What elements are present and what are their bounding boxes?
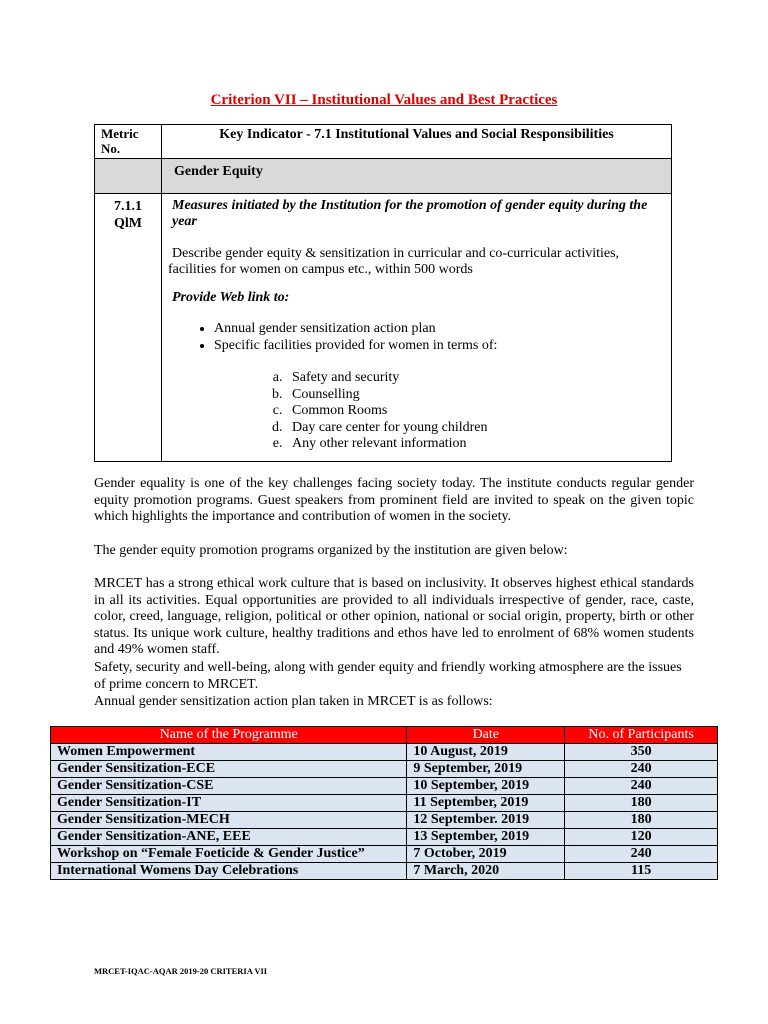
facility-item: d. Day care center for young children xyxy=(286,420,663,437)
metric-no-header: Metric No. xyxy=(95,125,162,159)
paragraph-work-culture: MRCET has a strong ethical work culture that is based on inclusivity. It observes highest ethical standards in all its activities. Equal opportunities are provided to all individuals irrespective of gender, race, caste, color, creed, language, religion, political or other opinion, national or social origin, property, birth or other status. Its unique work culture, healthy traditions and ethos have led to enrolment of 68% women students and 49% women staff. xyxy=(94,576,694,658)
programme-date: 7 October, 2019 xyxy=(407,846,565,863)
table-row xyxy=(51,846,718,863)
paragraph-safety: Safety, security and well-being, along with gender equity and friendly working atmosphere are the issues of prime concern to MRCET. xyxy=(94,660,682,692)
facility-list xyxy=(168,370,663,453)
grey-blank-cell xyxy=(95,159,162,194)
table-row xyxy=(51,778,718,795)
programme-name: Workshop on “Female Foeticide & Gender Justice” xyxy=(51,846,407,863)
web-link-label: Provide Web link to: xyxy=(172,290,290,305)
table-header-row xyxy=(51,727,718,744)
table-row xyxy=(51,829,718,846)
metric-description: Describe gender equity & sensitization in curricular and co-curricular activities, facilities for women on campus etc., within 500 words xyxy=(168,246,620,277)
participant-count: 240 xyxy=(565,778,718,795)
programme-name: International Womens Day Celebrations xyxy=(51,863,407,880)
bullet-item: • Annual gender sensitization action plan xyxy=(214,320,663,337)
table-row xyxy=(51,761,718,778)
page-footer: MRCET-IQAC-AQAR 2019-20 CRITERIA VII xyxy=(94,966,268,976)
table-row xyxy=(51,812,718,829)
facility-item: c. Common Rooms xyxy=(286,403,663,420)
participant-count: 120 xyxy=(565,829,718,846)
participant-count: 180 xyxy=(565,795,718,812)
bullet-item: • Specific facilities provided for women in terms of: xyxy=(214,337,663,354)
programme-name: Women Empowerment xyxy=(51,744,407,761)
metric-code-cell xyxy=(95,194,162,462)
programme-date: 12 September. 2019 xyxy=(407,812,565,829)
facility-item: a. Safety and security xyxy=(286,370,663,387)
metric-question: Measures initiated by the Institution for the promotion of gender equity during the year xyxy=(172,198,648,229)
programme-name: Gender Sensitization-CSE xyxy=(51,778,407,795)
key-indicator-table xyxy=(94,124,672,462)
programme-date: 10 August, 2019 xyxy=(407,744,565,761)
programme-name: Gender Sensitization-MECH xyxy=(51,812,407,829)
paragraph-action-plan: Annual gender sensitization action plan taken in MRCET is as follows: xyxy=(94,694,493,709)
programme-date: 10 September, 2019 xyxy=(407,778,565,795)
participant-count: 180 xyxy=(565,812,718,829)
programme-name: Gender Sensitization-IT xyxy=(51,795,407,812)
facility-item: b. Counselling xyxy=(286,387,663,404)
metric-description-cell xyxy=(162,194,672,462)
column-header: Date xyxy=(407,727,565,744)
column-header: No. of Participants xyxy=(565,727,718,744)
key-indicator-title: Key Indicator - 7.1 Institutional Values and Social Responsibilities xyxy=(162,125,672,159)
bullet-list xyxy=(168,320,663,354)
participant-count: 115 xyxy=(565,863,718,880)
participant-count: 240 xyxy=(565,846,718,863)
column-header: Name of the Programme xyxy=(51,727,407,744)
gender-equity-subtitle: Gender Equity xyxy=(162,159,672,194)
table-row xyxy=(51,744,718,761)
metric-code: 7.1.1 xyxy=(114,199,142,214)
page-heading: Criterion VII – Institutional Values and Best Practices xyxy=(210,92,558,108)
programme-date: 11 September, 2019 xyxy=(407,795,565,812)
programme-date: 9 September, 2019 xyxy=(407,761,565,778)
paragraph-programs-intro: The gender equity promotion programs organized by the institution are given below: xyxy=(94,543,568,558)
table-row xyxy=(51,795,718,812)
paragraph-gender-equality: Gender equality is one of the key challenges facing society today. The institute conducts regular gender equity promotion programs. Guest speakers from prominent field are invited to speak on the given topic which highlights the importance and contribution of women in the society. xyxy=(94,476,694,525)
programme-table xyxy=(50,726,718,880)
facility-item: e. Any other relevant information xyxy=(286,436,663,453)
table-row xyxy=(51,863,718,880)
programme-date: 7 March, 2020 xyxy=(407,863,565,880)
programme-name: Gender Sensitization-ANE, EEE xyxy=(51,829,407,846)
programme-name: Gender Sensitization-ECE xyxy=(51,761,407,778)
participant-count: 350 xyxy=(565,744,718,761)
metric-type: QlM xyxy=(114,216,142,231)
programme-date: 13 September, 2019 xyxy=(407,829,565,846)
participant-count: 240 xyxy=(565,761,718,778)
